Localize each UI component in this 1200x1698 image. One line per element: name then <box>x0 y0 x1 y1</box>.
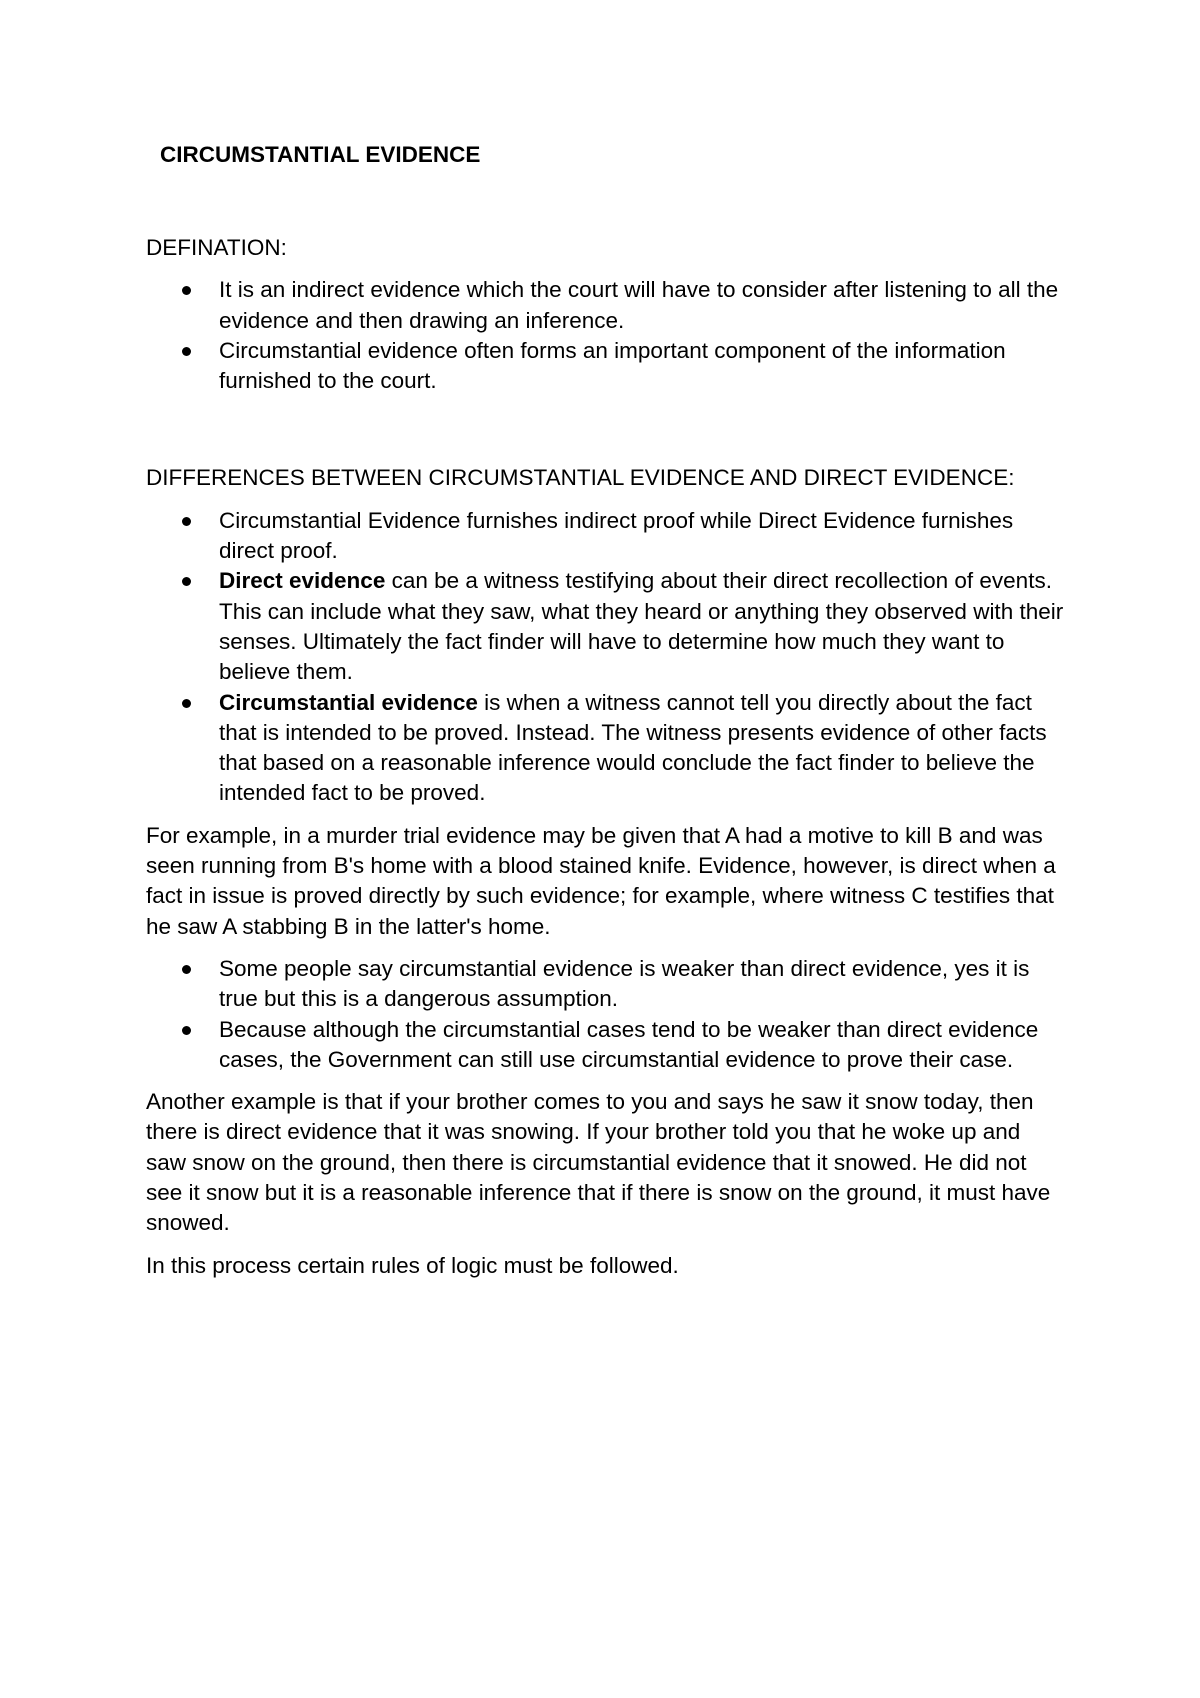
circumstantial-evidence-term: Circumstantial evidence <box>219 689 478 715</box>
definition-list <box>146 275 1066 396</box>
difference-bullet-text: can be a witness testifying about their direct recollection of events. This can include what they saw, what they heard or anything they observed with their senses. Ultimately the fact finder will have to determine how much they want to believe them. <box>219 568 1064 685</box>
list-item <box>146 954 1066 1015</box>
definition-heading: DEFINATION: <box>146 235 287 260</box>
definition-bullet-text: Circumstantial evidence often forms an important component of the information furnished to the court. <box>219 337 1006 394</box>
differences-heading: DIFFERENCES BETWEEN CIRCUMSTANTIAL EVIDENCE AND DIRECT EVIDENCE: <box>146 465 1015 491</box>
bullet-icon <box>182 577 191 586</box>
example-paragraph-murder: For example, in a murder trial evidence may be given that A had a motive to kill B and was seen running from B's home with a blood stained knife. Evidence, however, is direct when a fact in issue is proved directly by such evidence; for example, where witness C testifies that he saw A stabbing B in the latter's home. <box>146 822 1056 939</box>
direct-evidence-term: Direct evidence <box>219 568 386 594</box>
weakness-list <box>146 954 1066 1075</box>
bullet-icon <box>182 699 191 708</box>
differences-list <box>146 506 1066 809</box>
closing-paragraph: In this process certain rules of logic must be followed. <box>146 1252 679 1278</box>
bullet-icon <box>182 517 191 526</box>
difference-bullet-text: is when a witness cannot tell you directly about the fact that is intended to be proved. Instead. The witness presents evidence of other facts that based on a reasonable inference would conclude the fact finder to believe the intended fact to be proved. <box>219 689 1047 806</box>
definition-bullet-text: It is an indirect evidence which the court will have to consider after listening to all the evidence and then drawing an inference. <box>219 277 1059 333</box>
list-item <box>146 506 1066 567</box>
bullet-icon <box>182 1026 191 1035</box>
example-paragraph-snow: Another example is that if your brother comes to you and says he saw it snow today, then there is direct evidence that it was snowing. If your brother told you that he woke up and saw snow on the ground, then there is circumstantial evidence that it snowed. He did not see it snow but it is a reasonable inference that if there is snow on the ground, it must have snowed. <box>146 1089 1051 1236</box>
weakness-bullet-text: Because although the circumstantial cases tend to be weaker than direct evidence cases, the Government can still use circumstantial evidence to prove their case. <box>219 1016 1039 1072</box>
list-item <box>146 336 1066 397</box>
list-item <box>146 566 1066 687</box>
bullet-icon <box>182 347 191 356</box>
weakness-bullet-text: Some people say circumstantial evidence is weaker than direct evidence, yes it is true but this is a dangerous assumption. <box>219 955 1030 1012</box>
list-item <box>146 688 1066 809</box>
list-item <box>146 275 1066 336</box>
document-title: CIRCUMSTANTIAL EVIDENCE <box>160 142 481 167</box>
bullet-icon <box>182 286 191 295</box>
difference-bullet-text: Circumstantial Evidence furnishes indirect proof while Direct Evidence furnishes direct proof. <box>219 507 1014 564</box>
bullet-icon <box>182 965 191 974</box>
document-body <box>146 140 1066 1293</box>
list-item <box>146 1015 1066 1076</box>
